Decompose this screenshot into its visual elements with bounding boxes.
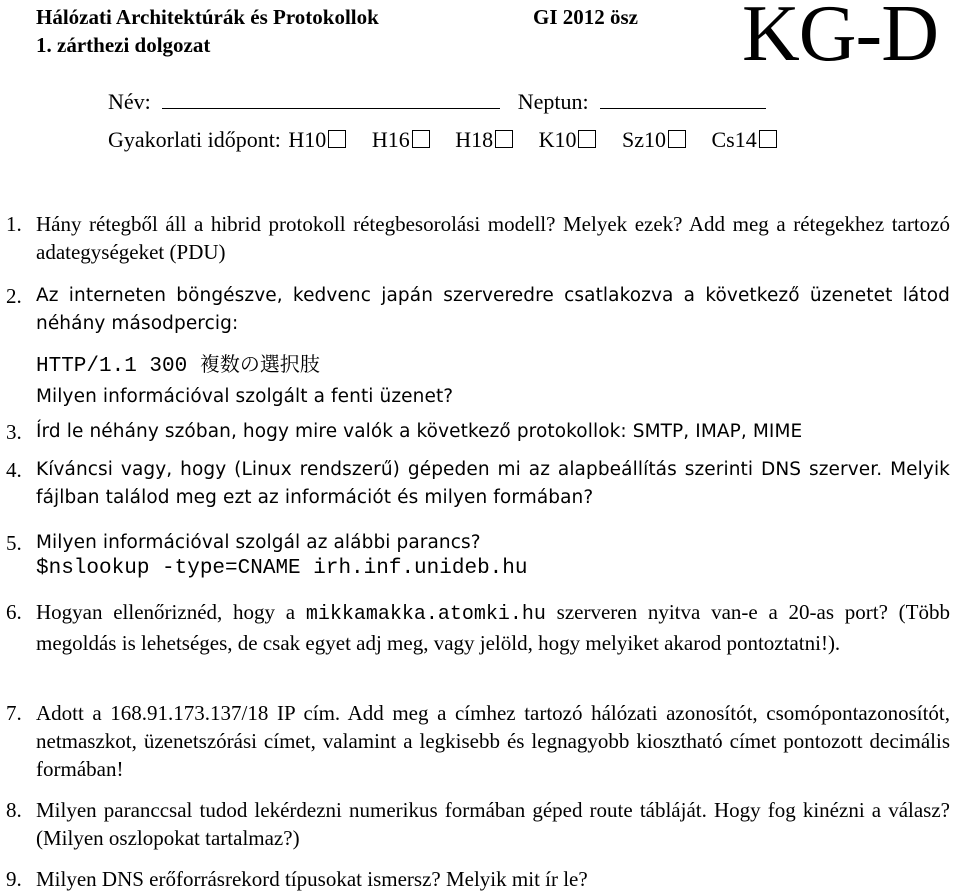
question-text: Milyen információval szolgál az alábbi parancs? <box>36 532 481 553</box>
question-number: 9. <box>6 867 22 891</box>
question-text: Kíváncsi vagy, hogy (Linux rendszerű) gépeden mi az alapbeállítás szerinti DNS szerver. Melyik fájlban találod meg ezt az információt és milyen formában? <box>36 459 950 508</box>
practice-time-row <box>108 126 777 154</box>
question-1 <box>0 210 950 266</box>
question-number: 6. <box>6 600 22 624</box>
checkbox-h10[interactable] <box>328 130 346 148</box>
question-7 <box>0 699 950 783</box>
checkbox-h18[interactable] <box>495 130 513 148</box>
question-8 <box>0 796 950 852</box>
question-text: Milyen paranccsal tudod lekérdezni numerikus formában géped route tábláját. Hogy fog kinézni a válasz? (Milyen oszlopokat tartalmaz?) <box>36 798 950 850</box>
question-9 <box>0 865 950 893</box>
question-number: 5. <box>6 531 22 555</box>
checkbox-cs14[interactable] <box>759 130 777 148</box>
question-subtext: Milyen információval szolgált a fenti üzenet? <box>36 386 454 407</box>
question-6 <box>0 598 950 657</box>
question-text: Milyen DNS erőforrásrekord típusokat ismersz? Melyik mit ír le? <box>36 867 588 891</box>
question-number: 7. <box>6 701 22 725</box>
checkbox-k10[interactable] <box>578 130 596 148</box>
question-number: 1. <box>6 212 22 236</box>
neptun-label: Neptun: <box>517 89 589 114</box>
practice-option-h18[interactable]: H18 <box>455 127 513 152</box>
practice-option-sz10[interactable]: Sz10 <box>622 127 686 152</box>
group-code: KG-D <box>742 0 938 78</box>
question-text: Adott a 168.91.173.137/18 IP cím. Add meg a címhez tartozó hálózati azonosítót, csomópontazonosítót, netmaszkot, üzenetszórási címet, valamint a legkisebb és legnagyobb kiosztható címet pontozott decimális formában! <box>36 701 950 781</box>
practice-option-h10[interactable]: H10 <box>288 127 346 152</box>
nslookup-command: $nslookup -type=CNAME irh.inf.unideb.hu <box>36 557 528 580</box>
question-2 <box>0 282 950 411</box>
exam-title: 1. zárthezi dolgozat <box>36 33 211 57</box>
checkbox-h16[interactable] <box>412 130 430 148</box>
practice-option-cs14[interactable]: Cs14 <box>711 127 776 152</box>
question-3 <box>0 418 950 446</box>
http-message: HTTP/1.1 300 複数の選択肢 <box>36 352 320 378</box>
name-label: Név: <box>108 89 151 114</box>
practice-option-h16[interactable]: H16 <box>372 127 430 152</box>
question-4 <box>0 456 950 512</box>
checkbox-sz10[interactable] <box>668 130 686 148</box>
hostname: mikkamakka.atomki.hu <box>305 603 546 626</box>
question-number: 2. <box>6 284 22 308</box>
practice-label: Gyakorlati időpont: <box>108 127 281 152</box>
question-text: Írd le néhány szóban, hogy mire valók a következő protokollok: SMTP, IMAP, MIME <box>36 421 803 442</box>
practice-option-k10[interactable]: K10 <box>539 127 597 152</box>
question-text: Az interneten böngészve, kedvenc japán szerveredre csatlakozva a következő üzenetet látod néhány másodpercig: <box>36 285 950 334</box>
name-neptun-row <box>108 88 766 116</box>
question-5 <box>0 529 950 583</box>
neptun-field[interactable] <box>600 90 766 109</box>
semester-label: GI 2012 ösz <box>533 5 638 29</box>
course-title: Hálózati Architektúrák és Protokollok <box>36 5 379 29</box>
question-text: Hogyan ellenőriznéd, hogy a mikkamakka.atomki.hu szerveren nyitva van-e a 20-as port? (Több megoldás is lehetséges, de csak egyet adj meg, vagy jelöld, hogy melyiket akarod pontoztatni!). <box>36 600 950 655</box>
name-field[interactable] <box>162 90 500 109</box>
question-number: 4. <box>6 458 22 482</box>
question-number: 8. <box>6 798 22 822</box>
question-text: Hány rétegből áll a hibrid protokoll rétegbesorolási modell? Melyek ezek? Add meg a rétegekhez tartozó adategységeket (PDU) <box>36 212 950 264</box>
question-number: 3. <box>6 420 22 444</box>
